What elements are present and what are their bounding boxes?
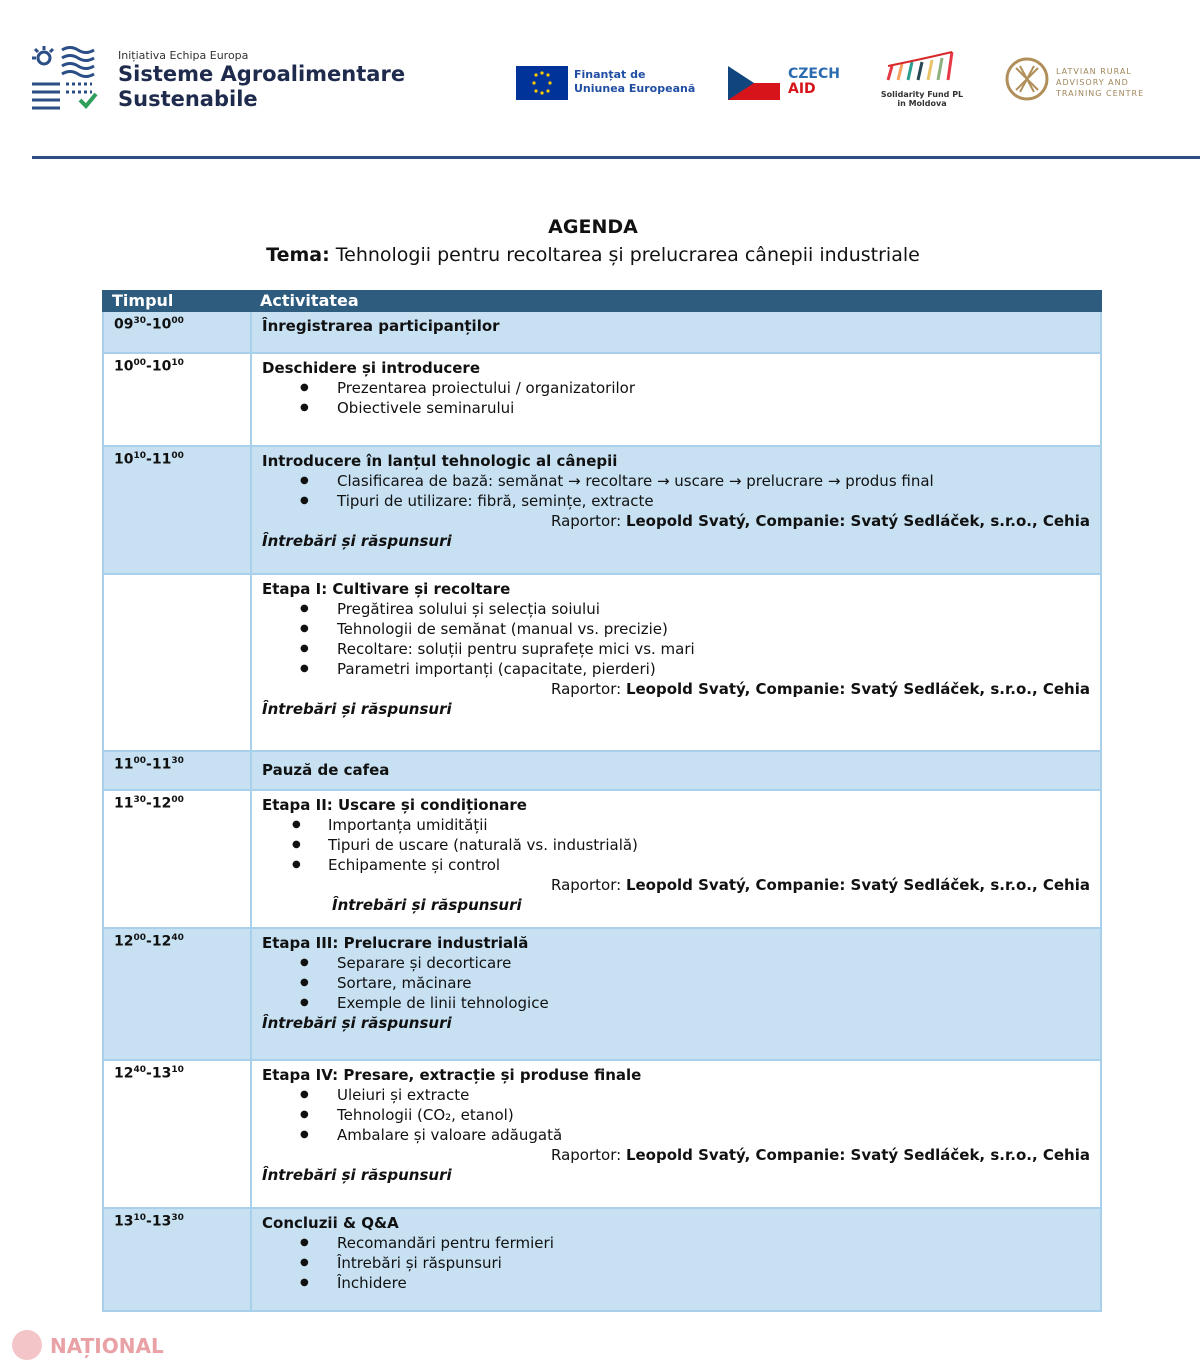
table-row xyxy=(102,312,1102,354)
activity-title: Etapa IV: Presare, extracție și produse finale xyxy=(262,1066,642,1084)
agenda-title: AGENDA xyxy=(548,216,638,238)
czech-line2: AID xyxy=(788,81,816,97)
list-item: ● Importanța umidității xyxy=(262,815,1090,835)
list-item: ● Tipuri de utilizare: fibră, semințe, extracte xyxy=(262,491,1090,511)
table-row xyxy=(102,1209,1102,1312)
speaker-line: Raportor: Leopold Svatý, Companie: Svatý Sedláček, s.r.o., Cehia xyxy=(550,680,1090,698)
eu-line2: Uniunea Europeană xyxy=(574,82,696,95)
solidarity-fund-logo-icon xyxy=(884,46,960,88)
topic-text: Tehnologii pentru recoltarea și prelucrarea cânepii industriale xyxy=(335,244,920,266)
national-watermark: NAȚIONAL xyxy=(50,1334,164,1358)
table-row xyxy=(102,752,1102,791)
qa-label: Întrebări și răspunsuri xyxy=(262,532,452,550)
time-cell: $11^{30}-12^{00}$ xyxy=(114,795,184,812)
list-item: ● Separare și decorticare xyxy=(262,953,1090,973)
activity-cell xyxy=(262,933,1090,1033)
czech-aid-text xyxy=(788,67,840,97)
activity-cell xyxy=(262,760,1090,780)
solidarity-fund-text xyxy=(880,90,964,108)
list-item: ● Uleiuri și extracte xyxy=(262,1085,1090,1105)
time-cell: $09^{30}-10^{00}$ xyxy=(114,316,184,333)
eu-line1: Finanțat de xyxy=(574,68,646,81)
activity-title: Înregistrarea participanților xyxy=(262,317,500,335)
header xyxy=(0,0,1200,160)
activity-title: Introducere în lanțul tehnologic al cânepii xyxy=(262,452,618,470)
list-item: ● Tehnologii de semănat (manual vs. precizie) xyxy=(262,619,1090,639)
speaker-line: Raportor: Leopold Svatý, Companie: Svatý Sedláček, s.r.o., Cehia xyxy=(550,876,1090,894)
list-item: ● Tehnologii (CO₂, etanol) xyxy=(262,1105,1090,1125)
activity-title: Concluzii & Q&A xyxy=(262,1214,399,1232)
activity-cell xyxy=(262,795,1090,915)
brand-line1: Sisteme Agroalimentare xyxy=(118,62,406,86)
latvian-line2: ADVISORY AND xyxy=(1056,78,1129,87)
time-cell: $12^{40}-13^{10}$ xyxy=(114,1065,184,1082)
latvian-line3: TRAINING CENTRE xyxy=(1056,89,1145,98)
eu-flag-icon xyxy=(516,66,568,100)
czech-flag-icon xyxy=(728,66,780,100)
speaker-line: Raportor: Leopold Svatý, Companie: Svatý Sedláček, s.r.o., Cehia xyxy=(550,512,1090,530)
activity-title: Etapa I: Cultivare și recoltare xyxy=(262,580,511,598)
latvian-centre-logo-icon xyxy=(1004,56,1050,102)
list-item: ● Întrebări și răspunsuri xyxy=(262,1253,1090,1273)
activity-cell xyxy=(262,358,1090,418)
list-item: ● Exemple de linii tehnologice xyxy=(262,993,1090,1013)
column-header-time: Timpul xyxy=(112,291,174,310)
list-item: ● Clasificarea de bază: semănat → recoltare → uscare → prelucrare → produs final xyxy=(262,471,1090,491)
initiative-label: Inițiativa Echipa Europa xyxy=(118,49,249,62)
list-item: ● Recoltare: soluții pentru suprafețe mici vs. mari xyxy=(262,639,1090,659)
list-item: ● Obiectivele seminarului xyxy=(262,398,1090,418)
activity-title: Pauză de cafea xyxy=(262,761,390,779)
national-logo-icon xyxy=(12,1330,42,1360)
sustainable-agrifood-logo-icon xyxy=(30,44,102,114)
activity-title: Etapa III: Prelucrare industrială xyxy=(262,934,529,952)
list-item: ● Recomandări pentru fermieri xyxy=(262,1233,1090,1253)
header-divider xyxy=(32,156,1200,159)
qa-label: Întrebări și răspunsuri xyxy=(262,1166,452,1184)
activity-cell xyxy=(262,579,1090,719)
table-header xyxy=(102,290,1102,312)
list-item: ● Pregătirea solului și selecția soiului xyxy=(262,599,1090,619)
list-item: ● Prezentarea proiectului / organizatorilor xyxy=(262,378,1090,398)
agenda-topic xyxy=(0,244,1186,266)
list-item: ● Echipamente și control xyxy=(262,855,1090,875)
activity-cell xyxy=(262,316,1090,336)
table-row xyxy=(102,791,1102,929)
time-cell: $11^{00}-11^{30}$ xyxy=(114,756,184,773)
eu-funding-text xyxy=(574,68,695,96)
latvian-centre-text xyxy=(1056,66,1144,99)
topic-label: Tema: xyxy=(266,244,330,266)
table-row xyxy=(102,447,1102,575)
activity-cell xyxy=(262,1213,1090,1293)
czech-line1: CZECH xyxy=(788,66,840,82)
list-item: ● Închidere xyxy=(262,1273,1090,1293)
time-cell: $10^{00}-10^{10}$ xyxy=(114,358,184,375)
activity-title: Etapa II: Uscare și condiționare xyxy=(262,796,527,814)
time-cell: $12^{00}-12^{40}$ xyxy=(114,933,184,950)
speaker-line: Raportor: Leopold Svatý, Companie: Svatý Sedláček, s.r.o., Cehia xyxy=(550,1146,1090,1164)
list-item: ● Ambalare și valoare adăugată xyxy=(262,1125,1090,1145)
list-item: ● Sortare, măcinare xyxy=(262,973,1090,993)
list-item: ● Tipuri de uscare (naturală vs. industrială) xyxy=(262,835,1090,855)
table-row xyxy=(102,929,1102,1061)
table-row xyxy=(102,354,1102,447)
solidarity-line1: Solidarity Fund PL xyxy=(880,90,964,99)
time-cell: $10^{10}-11^{00}$ xyxy=(114,451,184,468)
agenda-table xyxy=(102,290,1102,1312)
brand-name xyxy=(118,62,405,112)
qa-label: Întrebări și răspunsuri xyxy=(262,700,452,718)
table-row xyxy=(102,1061,1102,1209)
qa-label: Întrebări și răspunsuri xyxy=(262,1014,452,1032)
activity-title: Deschidere și introducere xyxy=(262,359,481,377)
table-row xyxy=(102,575,1102,752)
solidarity-line2: in Moldova xyxy=(897,99,947,108)
activity-cell xyxy=(262,1065,1090,1185)
time-cell: $13^{10}-13^{30}$ xyxy=(114,1213,184,1230)
qa-label: Întrebări și răspunsuri xyxy=(332,896,522,914)
latvian-line1: LATVIAN RURAL xyxy=(1056,67,1132,76)
column-header-activity: Activitatea xyxy=(260,291,359,310)
list-item: ● Parametri importanți (capacitate, pierderi) xyxy=(262,659,1090,679)
brand-line2: Sustenabile xyxy=(118,87,258,111)
activity-cell xyxy=(262,451,1090,551)
